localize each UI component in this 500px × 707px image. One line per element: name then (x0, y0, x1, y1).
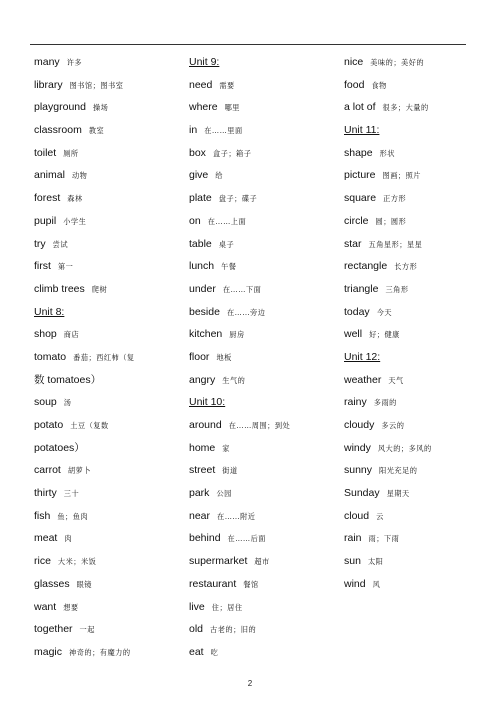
english-word: tomato (34, 350, 67, 363)
vocabulary-entry (344, 527, 470, 550)
vocabulary-entry (189, 233, 344, 256)
english-word: nice (344, 56, 364, 68)
chinese-meaning: 图书馆；图书室 (69, 80, 124, 90)
chinese-meaning: 圆；圆形 (375, 216, 407, 226)
chinese-meaning: 大米；米饭 (57, 557, 97, 567)
chinese-meaning: 五角星形；星星 (368, 239, 423, 249)
english-word: magic (34, 645, 63, 658)
vocabulary-entry (34, 527, 189, 550)
vocabulary-entry (34, 369, 189, 392)
vocabulary-entry (189, 210, 344, 233)
chinese-meaning: 风大的；多风的 (377, 443, 432, 453)
vocabulary-entry (344, 210, 470, 233)
vocabulary-entry (34, 414, 189, 437)
vocabulary-entry (344, 164, 470, 187)
chinese-meaning: 爬树 (91, 284, 108, 294)
english-word: under (189, 282, 216, 295)
english-word: star (344, 237, 362, 250)
chinese-meaning: 商店 (63, 330, 80, 340)
vocabulary-entry (189, 573, 344, 596)
vocabulary-entry (34, 346, 189, 369)
vocabulary-entry (34, 74, 189, 97)
vocabulary-entry (189, 346, 344, 369)
vocabulary-entry (34, 437, 189, 460)
vocabulary-entry (344, 369, 470, 392)
chinese-meaning: 在……后面 (227, 534, 266, 544)
english-word: behind (189, 532, 221, 545)
chinese-meaning: 第一 (57, 262, 74, 272)
english-word: triangle (344, 282, 379, 295)
english-word: first (34, 260, 51, 273)
english-word: box (189, 146, 206, 159)
vocabulary-entry (189, 641, 344, 664)
chinese-meaning: 教室 (88, 126, 105, 136)
vocabulary-entry (34, 596, 189, 619)
english-word: classroom (34, 124, 82, 137)
chinese-meaning: 风 (372, 579, 381, 589)
vocabulary-entry (344, 278, 470, 301)
english-word: angry (189, 373, 216, 386)
vocabulary-column-1 (34, 51, 189, 664)
english-word: rectangle (344, 260, 388, 273)
vocabulary-entry (189, 618, 344, 641)
english-word: around (189, 419, 222, 431)
vocabulary-entry (34, 187, 189, 210)
chinese-meaning: 超市 (254, 557, 270, 567)
english-word: floor (189, 350, 210, 363)
chinese-meaning: 给 (215, 171, 223, 181)
english-word: live (189, 600, 205, 613)
chinese-meaning: 家 (222, 443, 230, 453)
english-word: today (344, 305, 370, 318)
chinese-meaning: 厕所 (63, 148, 79, 158)
vocabulary-entry (344, 301, 470, 324)
vocabulary-entry (344, 96, 470, 119)
english-word: potato (34, 419, 64, 431)
vocabulary-entry (34, 482, 189, 505)
english-word: eat (189, 645, 204, 658)
chinese-meaning: 今天 (376, 307, 393, 317)
english-word: cloud (344, 509, 370, 522)
chinese-meaning: 许多 (66, 58, 83, 67)
english-word: windy (344, 441, 371, 454)
top-divider (30, 44, 466, 45)
english-word: plate (189, 192, 212, 205)
vocabulary-entry (34, 142, 189, 165)
english-word: want (34, 600, 57, 613)
chinese-meaning: 多雨的 (373, 398, 397, 408)
vocabulary-entry (344, 187, 470, 210)
english-word: cloudy (344, 419, 375, 431)
english-word: rainy (344, 396, 367, 409)
unit-heading-text: Unit 11: (344, 124, 380, 137)
vocabulary-entry (344, 459, 470, 482)
vocabulary-entry (189, 164, 344, 187)
vocabulary-entry (189, 278, 344, 301)
chinese-meaning: 小学生 (63, 216, 87, 226)
vocabulary-entry (344, 323, 470, 346)
english-word: home (189, 441, 216, 454)
vocabulary-entry (189, 369, 344, 392)
chinese-meaning: 公园 (216, 489, 232, 499)
chinese-meaning: 眼镜 (76, 579, 92, 589)
chinese-meaning: 食物 (371, 80, 387, 90)
vocabulary-entry (344, 391, 470, 414)
english-word: sunny (344, 464, 373, 477)
chinese-meaning: 午餐 (221, 262, 237, 272)
vocabulary-entry (344, 414, 470, 437)
vocabulary-entry (189, 96, 344, 119)
vocabulary-entry (344, 142, 470, 165)
vocabulary-entry (34, 505, 189, 528)
vocabulary-entry (344, 437, 470, 460)
chinese-meaning: 在……上面 (207, 216, 247, 226)
english-word: sun (344, 555, 361, 568)
chinese-meaning: 星期天 (386, 489, 410, 499)
chinese-meaning: 一起 (79, 625, 95, 635)
english-word: give (189, 169, 209, 182)
english-word: 数 tomatoes） (34, 373, 102, 386)
chinese-meaning: 三角形 (385, 284, 409, 294)
chinese-meaning: 在……附近 (217, 511, 256, 521)
chinese-meaning: 生气的 (222, 375, 246, 385)
chinese-meaning: 森林 (67, 194, 83, 204)
vocabulary-entry (189, 323, 344, 346)
unit-heading-text: Unit 12: (344, 350, 381, 363)
chinese-meaning: 在……周围；到处 (228, 421, 291, 430)
english-word: food (344, 78, 365, 91)
vocabulary-entry (34, 573, 189, 596)
vocabulary-entry (34, 233, 189, 256)
chinese-meaning: 在……下面 (222, 284, 262, 294)
chinese-meaning: 神奇的；有魔力的 (69, 647, 131, 657)
page-number: 2 (247, 679, 253, 688)
vocabulary-entry (34, 618, 189, 641)
unit-heading (189, 51, 344, 74)
chinese-meaning: 需要 (219, 80, 235, 90)
vocabulary-entry (189, 437, 344, 460)
unit-heading (189, 391, 344, 414)
english-word: supermarket (189, 555, 248, 568)
chinese-meaning: 肉 (64, 534, 73, 544)
english-word: meat (34, 532, 58, 545)
unit-heading-text: Unit 10: (189, 396, 226, 409)
english-word: circle (344, 214, 369, 227)
chinese-meaning: 桌子 (218, 239, 235, 249)
chinese-meaning: 番茄；西红柿（复 (73, 352, 135, 362)
vocabulary-entry (189, 482, 344, 505)
vocabulary-entry (344, 74, 470, 97)
chinese-meaning: 图画；照片 (382, 171, 421, 181)
unit-heading-text: Unit 9: (189, 56, 220, 68)
english-word: in (189, 124, 198, 137)
chinese-meaning: 餐馆 (243, 579, 259, 589)
vocabulary-entry (189, 550, 344, 573)
english-word: restaurant (189, 577, 237, 590)
unit-heading-text: Unit 8: (34, 305, 65, 318)
english-word: carrot (34, 464, 61, 477)
chinese-meaning: 街道 (222, 466, 238, 476)
chinese-meaning: 盒子；箱子 (212, 148, 252, 158)
chinese-meaning: 好；健康 (369, 330, 400, 340)
chinese-meaning: 在……里面 (204, 126, 243, 136)
vocabulary-entry (189, 414, 344, 437)
vocabulary-entry (344, 233, 470, 256)
chinese-meaning: 哪里 (224, 103, 240, 113)
chinese-meaning: 地板 (216, 352, 232, 362)
chinese-meaning: 盘子；碟子 (218, 194, 258, 204)
english-word: library (34, 78, 63, 91)
unit-heading (34, 301, 189, 324)
english-word: where (189, 101, 218, 114)
chinese-meaning: 长方形 (394, 262, 418, 272)
english-word: climb trees (34, 282, 85, 295)
vocabulary-entry (189, 505, 344, 528)
chinese-meaning: 天气 (388, 375, 404, 385)
vocabulary-entry (344, 573, 470, 596)
english-word: rice (34, 555, 51, 568)
english-word: weather (344, 373, 382, 386)
english-word: square (344, 192, 377, 205)
chinese-meaning: 太阳 (367, 557, 384, 567)
english-word: glasses (34, 577, 70, 590)
unit-heading (344, 119, 470, 142)
chinese-meaning: 在……旁边 (226, 307, 266, 317)
english-word: picture (344, 169, 376, 182)
english-word: rain (344, 532, 362, 545)
english-word: park (189, 487, 210, 500)
vocabulary-entry (344, 505, 470, 528)
english-word: potatoes） (34, 441, 85, 454)
english-word: animal (34, 169, 65, 182)
chinese-meaning: 阳光充足的 (379, 466, 418, 476)
chinese-meaning: 雨；下雨 (368, 534, 400, 544)
english-word: toilet (34, 146, 57, 159)
chinese-meaning: 云 (376, 511, 384, 521)
english-word: Sunday (344, 487, 380, 500)
vocabulary-entry (34, 323, 189, 346)
vocabulary-entry (344, 550, 470, 573)
unit-heading (344, 346, 470, 369)
english-word: lunch (189, 260, 215, 273)
chinese-meaning: 想要 (63, 602, 79, 612)
chinese-meaning: 动物 (71, 171, 88, 181)
english-word: need (189, 78, 213, 91)
english-word: shop (34, 328, 57, 341)
vocabulary-entry (189, 187, 344, 210)
chinese-meaning: 形状 (379, 148, 395, 158)
chinese-meaning: 汤 (63, 398, 72, 408)
english-word: thirty (34, 487, 57, 500)
english-word: old (189, 623, 204, 636)
english-word: pupil (34, 214, 57, 227)
vocabulary-entry (34, 119, 189, 142)
vocabulary-entry (189, 142, 344, 165)
chinese-meaning: 吃 (210, 647, 219, 657)
vocabulary-entry (344, 482, 470, 505)
english-word: fish (34, 509, 51, 522)
english-word: well (344, 328, 363, 341)
english-word: wind (344, 577, 366, 590)
vocabulary-entry (189, 74, 344, 97)
vocabulary-entry (34, 96, 189, 119)
english-word: try (34, 237, 46, 250)
chinese-meaning: 多云的 (381, 421, 405, 430)
chinese-meaning: 很多；大量的 (382, 103, 429, 113)
chinese-meaning: 古老的；旧的 (210, 625, 257, 635)
vocabulary-entry (34, 391, 189, 414)
english-word: kitchen (189, 328, 223, 341)
vocabulary-column-2 (189, 51, 344, 664)
vocabulary-entry (189, 459, 344, 482)
vocabulary-entry (189, 119, 344, 142)
vocabulary-entry (34, 255, 189, 278)
english-word: beside (189, 305, 220, 318)
vocabulary-entry (34, 164, 189, 187)
vocabulary-entry (34, 459, 189, 482)
chinese-meaning: 土豆（复数 (70, 421, 109, 430)
vocabulary-entry (189, 596, 344, 619)
english-word: shape (344, 146, 373, 159)
vocabulary-entry (34, 210, 189, 233)
english-word: a lot of (344, 101, 376, 114)
chinese-meaning: 鱼；鱼肉 (57, 511, 89, 521)
english-word: street (189, 464, 216, 477)
vocabulary-entry (34, 51, 189, 74)
english-word: on (189, 214, 201, 227)
vocabulary-entry (189, 255, 344, 278)
vocabulary-column-3 (344, 51, 470, 664)
chinese-meaning: 胡萝卜 (67, 466, 91, 476)
english-word: table (189, 237, 212, 250)
chinese-meaning: 三十 (63, 489, 80, 499)
chinese-meaning: 住；居住 (211, 602, 243, 612)
english-word: together (34, 623, 73, 636)
vocabulary-columns (34, 51, 470, 664)
vocabulary-entry (189, 527, 344, 550)
chinese-meaning: 美味的；美好的 (370, 58, 425, 67)
chinese-meaning: 尝试 (52, 239, 69, 249)
vocabulary-entry (344, 255, 470, 278)
vocabulary-entry (34, 278, 189, 301)
vocabulary-entry (34, 550, 189, 573)
english-word: near (189, 509, 211, 522)
english-word: many (34, 56, 60, 68)
english-word: forest (34, 192, 61, 205)
chinese-meaning: 正方形 (383, 194, 407, 204)
vocabulary-entry (189, 301, 344, 324)
chinese-meaning: 厨房 (229, 330, 245, 340)
vocabulary-entry (34, 641, 189, 664)
english-word: playground (34, 101, 86, 114)
vocabulary-entry (344, 51, 470, 74)
english-word: soup (34, 396, 57, 409)
chinese-meaning: 操场 (92, 103, 109, 113)
